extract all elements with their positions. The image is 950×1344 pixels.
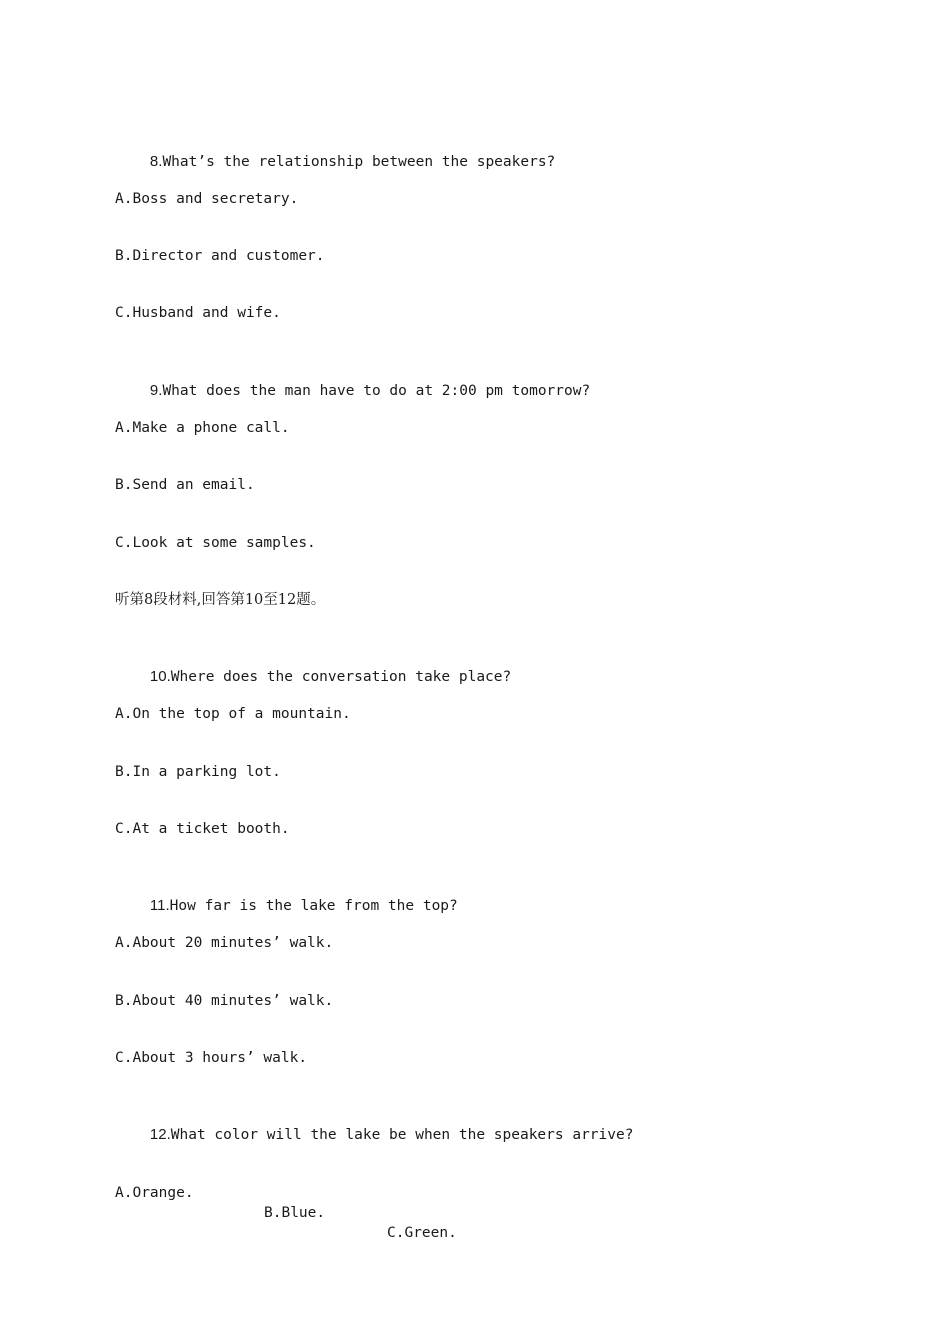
question-9: [115, 361, 591, 399]
question-text: What color will the lake be when the speakers arrive?: [170, 1127, 634, 1143]
question-number: 8.: [149, 153, 163, 170]
question-text: What’s the relationship between the speakers?: [162, 154, 556, 170]
section-heading: 听第8段材料,回答第10至12题。: [115, 592, 326, 608]
options-row: [115, 1163, 457, 1241]
question-number: 9.: [149, 382, 163, 399]
question-text: What does the man have to do at 2:00 pm tomorrow?: [162, 383, 591, 399]
question-number: 10.: [149, 668, 171, 685]
question-8: [115, 132, 556, 170]
option-a: A.About 20 minutes’ walk.: [115, 935, 334, 951]
option-a: A.Boss and secretary.: [115, 191, 299, 207]
option-c: C.Husband and wife.: [115, 305, 281, 321]
option-c: C.Green.: [387, 1225, 457, 1241]
question-12: [115, 1105, 634, 1143]
option-b: B.Director and customer.: [115, 248, 325, 264]
option-b: B.Blue.: [264, 1205, 326, 1221]
option-a: A.On the top of a mountain.: [115, 706, 351, 722]
option-c: C.About 3 hours’ walk.: [115, 1050, 308, 1066]
option-b: B.Send an email.: [115, 477, 255, 493]
question-10: [115, 647, 512, 685]
option-b: B.In a parking lot.: [115, 764, 281, 780]
option-a: A.Orange.: [115, 1185, 194, 1201]
question-number: 11.: [149, 897, 170, 914]
option-b: B.About 40 minutes’ walk.: [115, 993, 334, 1009]
question-11: [115, 876, 458, 914]
question-text: How far is the lake from the top?: [169, 898, 458, 914]
question-text: Where does the conversation take place?: [170, 669, 512, 685]
option-c: C.At a ticket booth.: [115, 821, 290, 837]
question-number: 12.: [149, 1126, 171, 1143]
option-c: C.Look at some samples.: [115, 535, 316, 551]
option-a: A.Make a phone call.: [115, 420, 290, 436]
